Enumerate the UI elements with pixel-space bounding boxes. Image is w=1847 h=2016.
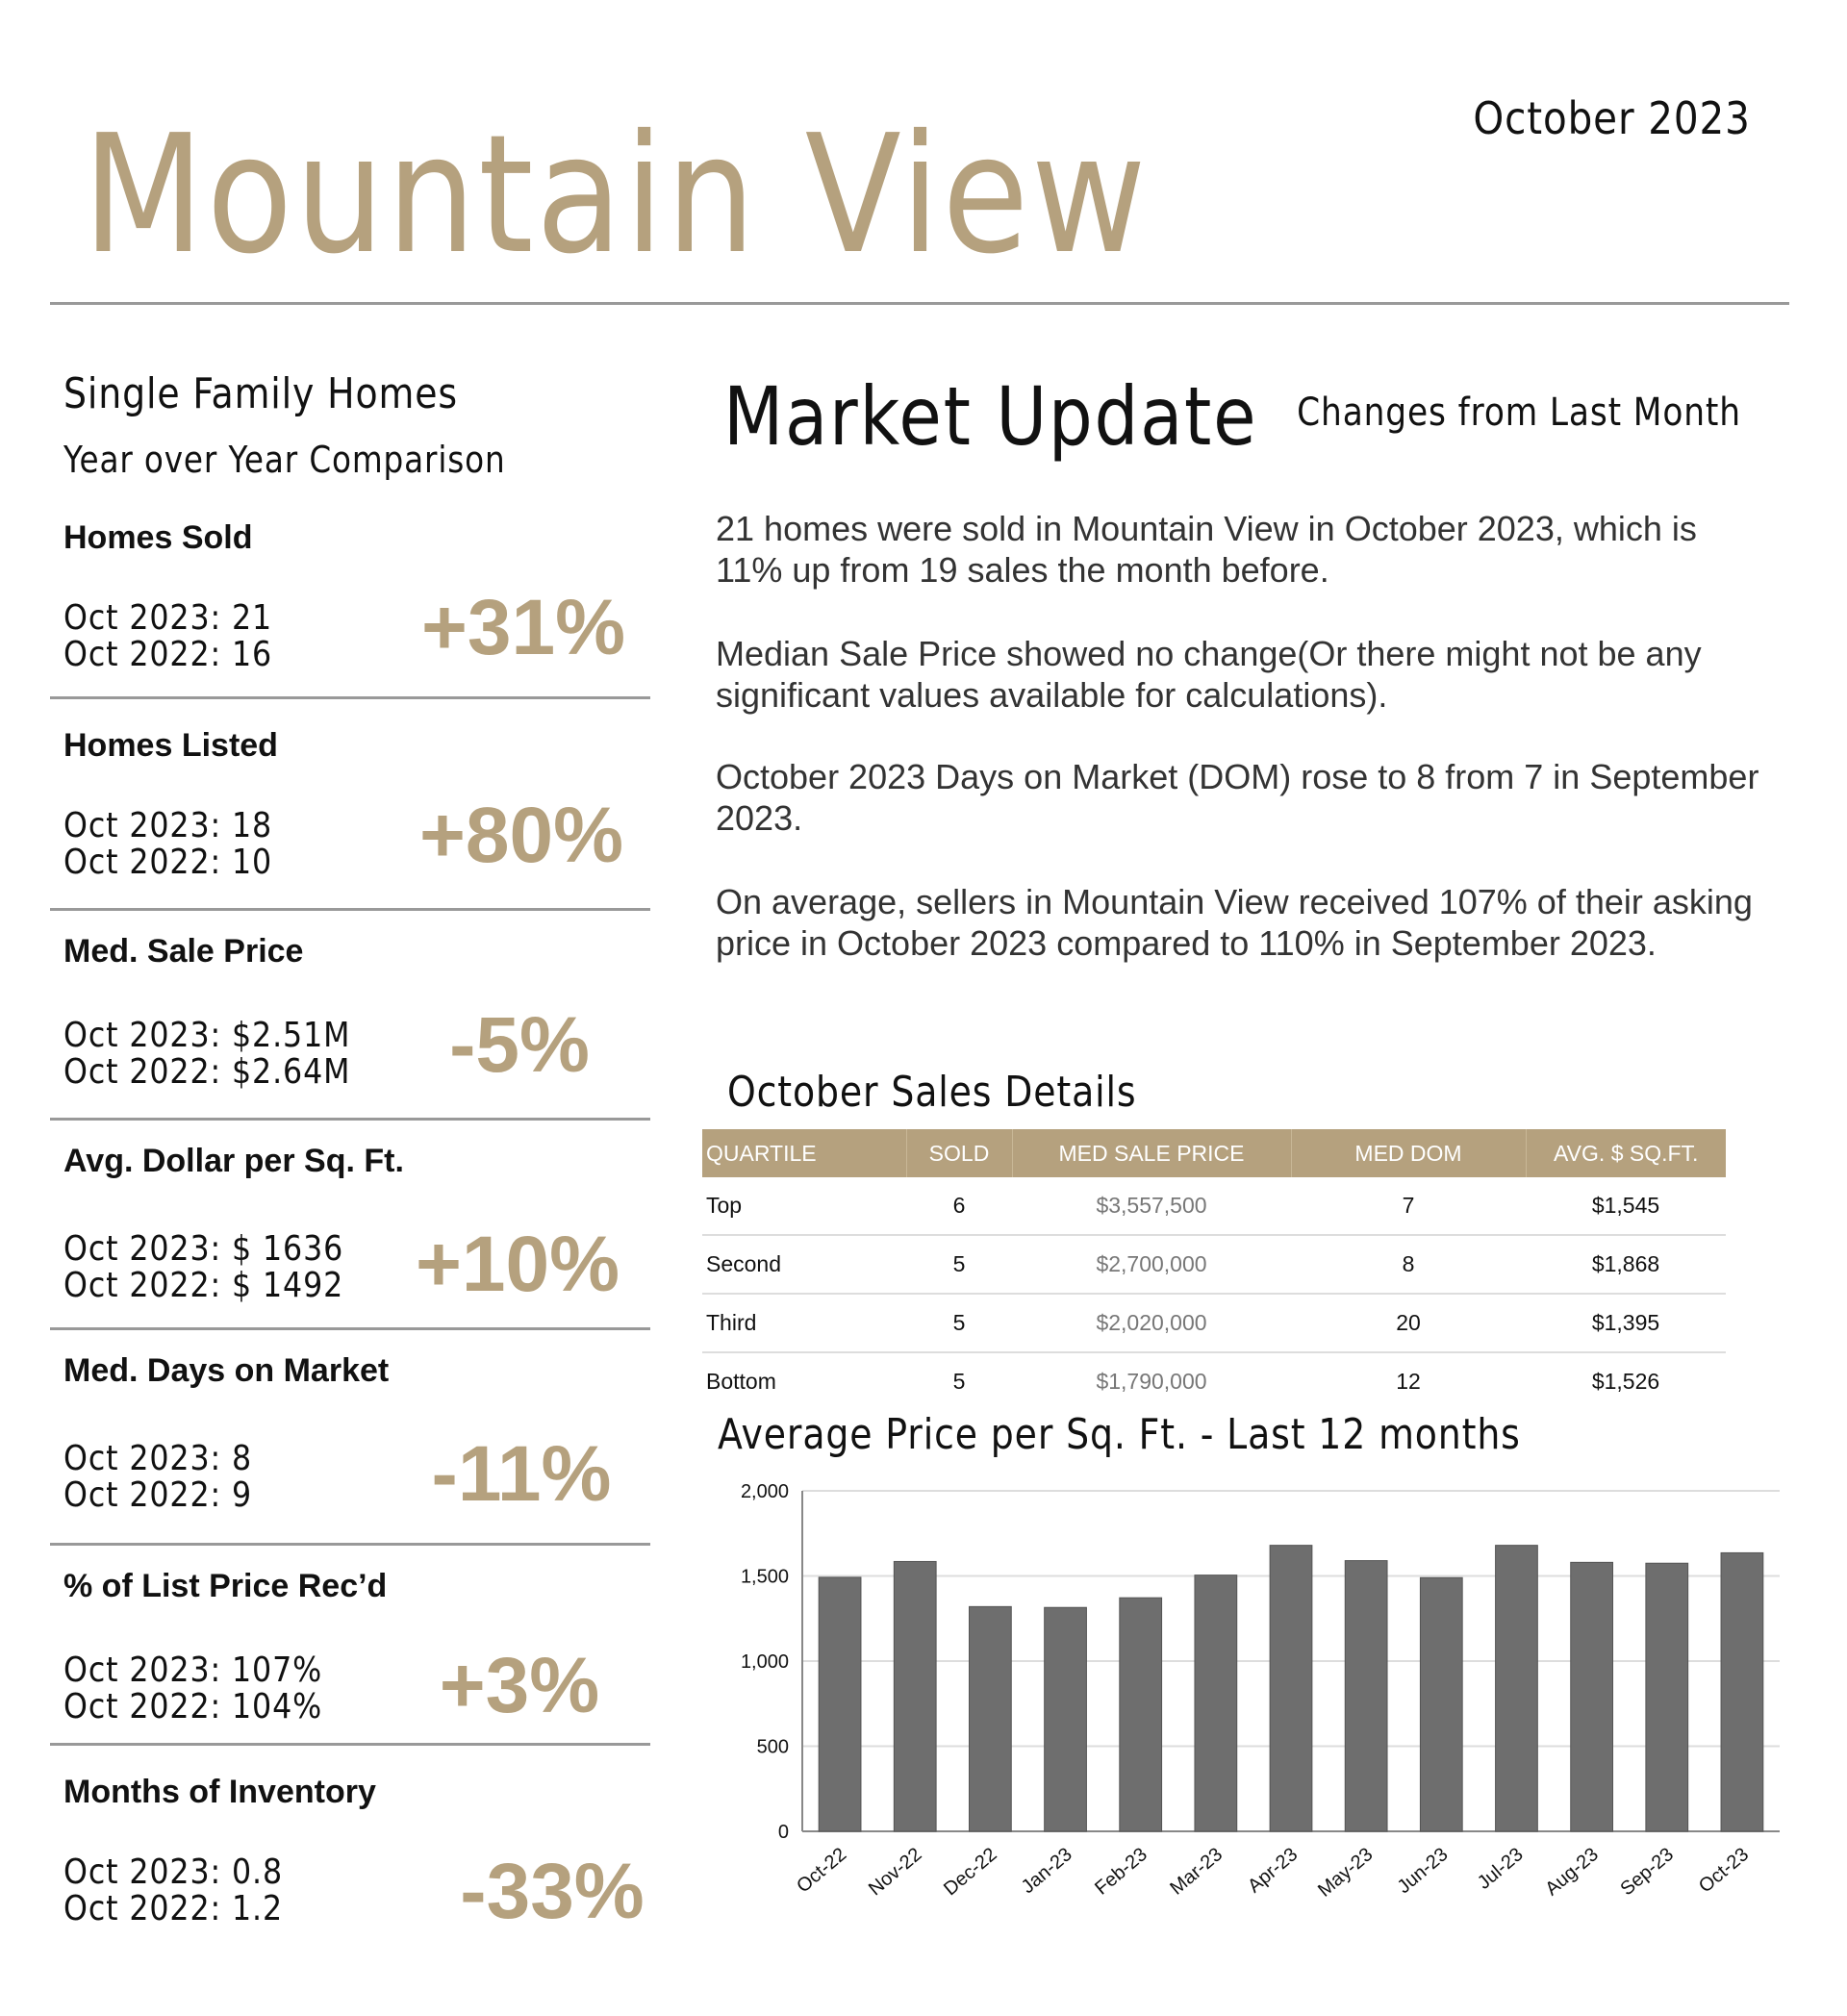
- metric-label: % of List Price Rec’d: [63, 1568, 388, 1604]
- table-row: [702, 1294, 1726, 1352]
- metric-change: -11%: [431, 1430, 612, 1518]
- x-tick-label: Mar-23: [1166, 1843, 1227, 1900]
- metric-previous: Oct 2022: 16: [63, 635, 273, 674]
- bar-jul-23: [1496, 1546, 1538, 1831]
- x-tick-label: Dec-22: [940, 1843, 1001, 1901]
- sales-details-table: [702, 1129, 1726, 1410]
- cell-med-sale-price: $3,557,500: [1012, 1177, 1291, 1235]
- bar-sep-23: [1646, 1563, 1688, 1831]
- bar-mar-23: [1195, 1575, 1237, 1831]
- metric-label: Homes Listed: [63, 727, 278, 764]
- table-row: [702, 1177, 1726, 1235]
- metric-change: +3%: [439, 1642, 600, 1729]
- metric-current: Oct 2023: 8: [63, 1439, 253, 1478]
- city-title: Mountain View: [83, 100, 1150, 290]
- metric-divider: [50, 696, 650, 699]
- metric-current: Oct 2023: 21: [63, 598, 273, 638]
- metric-change: -33%: [460, 1848, 645, 1935]
- metric-current: Oct 2023: $ 1636: [63, 1229, 344, 1269]
- x-tick-label: Aug-23: [1541, 1843, 1603, 1901]
- metric-divider: [50, 1118, 650, 1121]
- metric-current: Oct 2023: 18: [63, 806, 273, 845]
- chart-title: Average Price per Sq. Ft. - Last 12 months: [718, 1410, 1521, 1459]
- update-paragraph-price: Median Sale Price showed no change(Or there might not be any significant values available for calculations).: [716, 634, 1702, 715]
- cell-quartile: Third: [702, 1294, 906, 1352]
- bar-jun-23: [1420, 1577, 1462, 1831]
- bar-dec-22: [970, 1606, 1012, 1831]
- cell-sold: 5: [906, 1235, 1012, 1294]
- cell-quartile: Top: [702, 1177, 906, 1235]
- bar-aug-23: [1571, 1562, 1613, 1831]
- col-header-avg-sqft: AVG. $ SQ.FT.: [1526, 1129, 1726, 1177]
- metric-label: Months of Inventory: [63, 1774, 376, 1810]
- col-header-med-dom: MED DOM: [1291, 1129, 1526, 1177]
- metric-previous: Oct 2022: 10: [63, 843, 273, 882]
- metric-change: +80%: [418, 792, 623, 879]
- y-tick-label: 500: [756, 1736, 789, 1758]
- cell-sold: 6: [906, 1177, 1012, 1235]
- cell-med-sale-price: $2,700,000: [1012, 1235, 1291, 1294]
- col-header-med-sale-price: MED SALE PRICE: [1012, 1129, 1291, 1177]
- metric-label: Avg. Dollar per Sq. Ft.: [63, 1143, 404, 1179]
- cell-avg-sqft: $1,868: [1526, 1235, 1726, 1294]
- cell-med-dom: 20: [1291, 1294, 1526, 1352]
- metric-previous: Oct 2022: $ 1492: [63, 1266, 344, 1305]
- cell-quartile: Second: [702, 1235, 906, 1294]
- metric-previous: Oct 2022: $2.64M: [63, 1052, 351, 1092]
- table-row: [702, 1352, 1726, 1410]
- metric-divider: [50, 1543, 650, 1546]
- single-family-title: Single Family Homes: [63, 369, 458, 418]
- y-tick-label: 0: [777, 1822, 789, 1843]
- changes-from-last-month: Changes from Last Month: [1297, 391, 1741, 435]
- metric-divider: [50, 1327, 650, 1330]
- update-paragraph-sales: 21 homes were sold in Mountain View in October 2023, which is 11% up from 19 sales the month before.: [716, 509, 1697, 590]
- x-tick-label: Sep-23: [1616, 1843, 1678, 1901]
- update-paragraph-dom: October 2023 Days on Market (DOM) rose to 8 from 7 in September 2023.: [716, 757, 1759, 838]
- header-divider: [50, 302, 1789, 305]
- cell-quartile: Bottom: [706, 1369, 776, 1394]
- sales-details-title: October Sales Details: [727, 1068, 1137, 1117]
- bar-apr-23: [1270, 1546, 1312, 1831]
- x-tick-label: May-23: [1314, 1843, 1378, 1902]
- metric-label: Med. Sale Price: [63, 933, 304, 970]
- metric-label: Homes Sold: [63, 519, 253, 556]
- cell-med-dom: 12: [1396, 1369, 1421, 1394]
- bar-nov-22: [894, 1561, 936, 1831]
- x-tick-label: Feb-23: [1091, 1843, 1151, 1900]
- metric-change: +31%: [420, 584, 625, 671]
- col-header-sold: SOLD: [906, 1129, 1012, 1177]
- cell-avg-sqft: $1,526: [1591, 1369, 1660, 1394]
- metric-divider: [50, 908, 650, 911]
- y-tick-label: 2,000: [740, 1481, 789, 1502]
- metric-label: Med. Days on Market: [63, 1352, 390, 1389]
- bar-oct-22: [819, 1577, 861, 1831]
- table-row: [702, 1235, 1726, 1294]
- x-tick-label: Jul-23: [1473, 1843, 1528, 1894]
- metric-change: +10%: [415, 1221, 620, 1308]
- y-tick-label: 1,500: [740, 1566, 789, 1588]
- x-tick-label: Jan-23: [1017, 1843, 1076, 1899]
- report-date: October 2023: [1473, 92, 1751, 144]
- table-header-row: [702, 1129, 1726, 1177]
- x-tick-label: Oct-22: [793, 1843, 851, 1898]
- metric-current: Oct 2023: 0.8: [63, 1852, 284, 1892]
- cell-med-sale-price: $2,020,000: [1012, 1294, 1291, 1352]
- market-update-title: Market Update: [723, 369, 1258, 464]
- x-tick-label: Jun-23: [1393, 1843, 1453, 1899]
- bar-feb-23: [1120, 1598, 1162, 1831]
- metric-previous: Oct 2022: 1.2: [63, 1889, 284, 1928]
- cell-avg-sqft: $1,545: [1526, 1177, 1726, 1235]
- metric-divider: [50, 1743, 650, 1746]
- cell-sold: 5: [952, 1369, 966, 1394]
- update-paragraph-list-price: On average, sellers in Mountain View received 107% of their asking price in October 2023 compared to 110% in September 2023.: [716, 882, 1753, 963]
- cell-avg-sqft: $1,395: [1526, 1294, 1726, 1352]
- x-tick-label: Nov-22: [864, 1843, 926, 1901]
- x-tick-label: Oct-23: [1695, 1843, 1754, 1898]
- y-tick-label: 1,000: [740, 1651, 789, 1673]
- bar-oct-23: [1721, 1552, 1763, 1831]
- cell-med-dom: 8: [1291, 1235, 1526, 1294]
- metric-previous: Oct 2022: 104%: [63, 1687, 323, 1726]
- cell-med-sale-price: $1,790,000: [1096, 1369, 1207, 1394]
- metric-previous: Oct 2022: 9: [63, 1475, 253, 1515]
- bar-may-23: [1345, 1561, 1387, 1831]
- metric-current: Oct 2023: 107%: [63, 1651, 323, 1690]
- metric-change: -5%: [449, 1001, 590, 1089]
- x-tick-label: Apr-23: [1244, 1843, 1303, 1898]
- col-header-quartile: QUARTILE: [702, 1129, 906, 1177]
- avg-price-sqft-chart: [702, 1472, 1789, 1972]
- metric-current: Oct 2023: $2.51M: [63, 1016, 351, 1055]
- cell-sold: 5: [906, 1294, 1012, 1352]
- yoy-subtitle: Year over Year Comparison: [63, 439, 506, 481]
- bar-jan-23: [1045, 1607, 1087, 1831]
- cell-med-dom: 7: [1291, 1177, 1526, 1235]
